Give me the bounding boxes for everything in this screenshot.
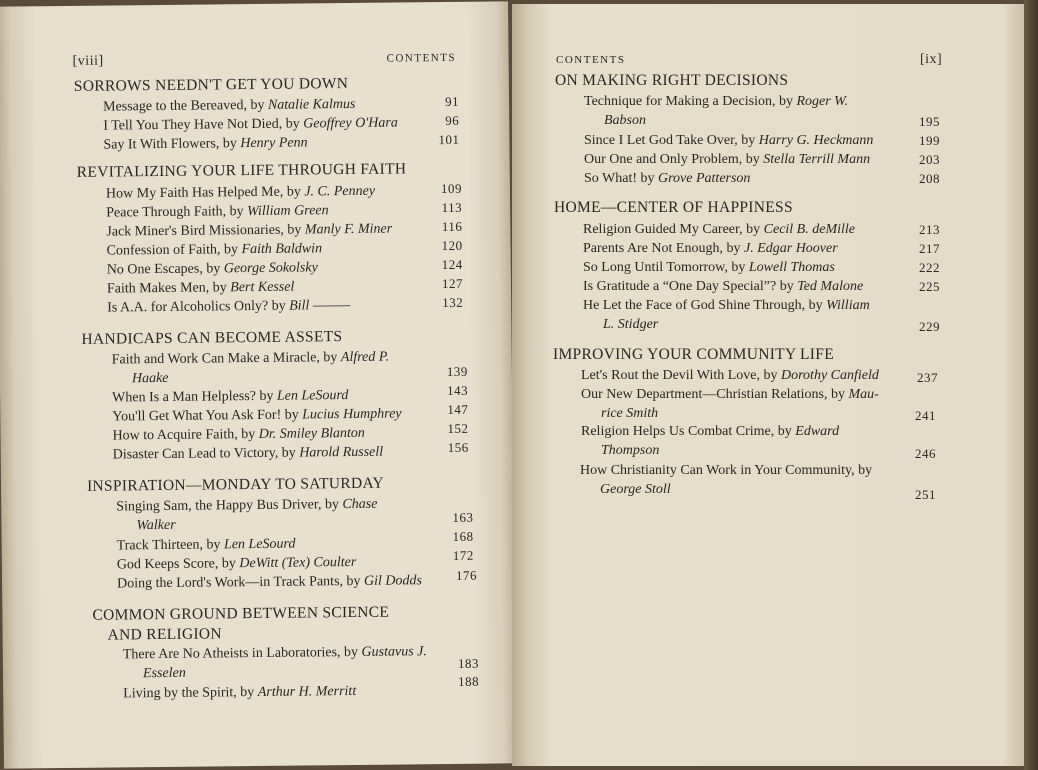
page-number: 208 bbox=[919, 171, 940, 186]
section-title: INSPIRATION—MONDAY TO SATURDAY bbox=[86, 474, 385, 495]
entry-author: Dorothy Canfield bbox=[781, 368, 879, 383]
entry-author: Arthur H. Merritt bbox=[257, 683, 357, 700]
entry-author: DeWitt (Tex) Coulter bbox=[239, 554, 357, 572]
entry-author-continued: L. Stidger bbox=[603, 317, 659, 332]
toc-entry: Our New Department—Christian Relations, by Mau- rice Smith bbox=[581, 385, 906, 423]
section-title: SORROWS NEEDN'T GET YOU DOWN bbox=[73, 75, 349, 95]
page-number: 251 bbox=[915, 487, 936, 502]
page-number: 188 bbox=[458, 673, 480, 689]
page-number: 101 bbox=[438, 131, 460, 148]
book-edge bbox=[1024, 0, 1038, 770]
entry-author: Bert Kessel bbox=[230, 279, 295, 296]
entry-author: Manly F. Miner bbox=[304, 221, 393, 238]
page-number: 127 bbox=[441, 275, 464, 292]
entry-author: Faith Baldwin bbox=[241, 241, 323, 258]
section-title: ON MAKING RIGHT DECISIONS bbox=[555, 72, 789, 89]
page-number: 143 bbox=[446, 382, 469, 398]
page-number: 113 bbox=[441, 199, 463, 216]
entry-author: Grove Patterson bbox=[658, 171, 751, 186]
page-number: 217 bbox=[919, 241, 940, 256]
toc-entry: Confession of Faith, by Faith Baldwin bbox=[106, 241, 323, 259]
page-number: 176 bbox=[455, 567, 478, 583]
page-number: 183 bbox=[457, 655, 480, 671]
toc-entry: So Long Until Tomorrow, by Lowell Thomas bbox=[583, 260, 835, 275]
entry-author-continued: Babson bbox=[604, 113, 646, 128]
toc-entry: Track Thirteen, by Len LeSourd bbox=[116, 536, 296, 554]
running-head: CONTENTS bbox=[386, 51, 457, 65]
page-number: 229 bbox=[919, 319, 940, 334]
entry-author: Gustavus J. bbox=[361, 644, 427, 660]
entry-author: Natalie Kalmus bbox=[267, 96, 356, 113]
page-number: 156 bbox=[447, 439, 469, 455]
entry-author: Cecil B. deMille bbox=[763, 222, 855, 237]
page-number: 199 bbox=[919, 133, 940, 148]
toc-entry: I Tell You They Have Not Died, by Geoffrey O'Hara bbox=[103, 115, 398, 134]
toc-entry: Living by the Spirit, by Arthur H. Merritt bbox=[123, 683, 357, 702]
toc-entry: Technique for Making a Decision, by Roger W. Babson bbox=[584, 92, 906, 130]
entry-author: Henry Penn bbox=[240, 135, 308, 152]
entry-author: Lucius Humphrey bbox=[302, 406, 402, 423]
toc-entry: Is Gratitude a “One Day Special”? by Ted Malone bbox=[583, 279, 864, 294]
toc-entry: Singing Sam, the Happy Bus Driver, by Chase Walker bbox=[116, 494, 446, 535]
entry-author-continued: George Stoll bbox=[600, 482, 671, 497]
toc-entry: He Let the Face of God Shine Through, by William L. Stidger bbox=[583, 296, 913, 334]
entry-author: Edward bbox=[795, 424, 840, 439]
entry-author: Roger W. bbox=[796, 94, 849, 109]
toc-entry: Our One and Only Problem, by Stella Terrill Mann bbox=[584, 152, 871, 167]
page-number: 246 bbox=[915, 446, 936, 461]
entry-author-continued: Haake bbox=[131, 370, 169, 387]
toc-entry: Say It With Flowers, by Henry Penn bbox=[103, 135, 308, 153]
entry-author: Len LeSourd bbox=[223, 536, 296, 553]
entry-author: George Sokolsky bbox=[223, 260, 318, 277]
page-number: 163 bbox=[452, 509, 474, 525]
section-title-continued: AND RELIGION bbox=[107, 625, 222, 644]
entry-author: J. Edgar Hoover bbox=[743, 241, 838, 256]
entry-author: Len LeSourd bbox=[276, 388, 349, 404]
left-page bbox=[0, 1, 516, 768]
page-number: 222 bbox=[919, 260, 940, 275]
section-title: HOME—CENTER OF HAPPINESS bbox=[554, 199, 793, 216]
toc-entry: So What! by Grove Patterson bbox=[584, 171, 751, 186]
section-title: HANDICAPS CAN BECOME ASSETS bbox=[81, 328, 343, 348]
entry-author: Mau- bbox=[848, 387, 879, 402]
page-number: 120 bbox=[441, 237, 463, 254]
page-number: 124 bbox=[441, 256, 463, 273]
entry-author: William Green bbox=[246, 203, 329, 220]
page-number-label: [ix] bbox=[920, 52, 943, 67]
page-number: 172 bbox=[452, 547, 474, 563]
entry-author: Lowell Thomas bbox=[748, 260, 835, 275]
toc-entry: How Christianity Can Work in Your Community, by George Stoll bbox=[580, 461, 905, 499]
section-title: COMMON GROUND BETWEEN SCIENCE bbox=[92, 603, 390, 624]
toc-entry: Message to the Bereaved, by Natalie Kalmus bbox=[103, 96, 356, 115]
toc-entry: Faith Makes Men, by Bert Kessel bbox=[106, 279, 295, 297]
toc-entry: Is A.A. for Alcoholics Only? by Bill ——— bbox=[107, 298, 351, 316]
page-number: 116 bbox=[441, 218, 463, 235]
section-title: REVITALIZING YOUR LIFE THROUGH FAITH bbox=[76, 160, 407, 181]
toc-entry: How to Acquire Faith, by Dr. Smiley Blanton bbox=[112, 425, 365, 444]
running-head: CONTENTS bbox=[556, 54, 626, 66]
toc-entry: Religion Guided My Career, by Cecil B. deMille bbox=[583, 222, 855, 237]
toc-entry: Doing the Lord's Work—in Track Pants, by Gil Dodds bbox=[116, 573, 423, 592]
entry-author: Stella Terrill Mann bbox=[763, 152, 871, 167]
page-number: 109 bbox=[440, 180, 463, 197]
right-page bbox=[512, 4, 1026, 766]
entry-author-continued: Thompson bbox=[601, 443, 660, 458]
entry-author: Harold Russell bbox=[299, 444, 384, 461]
page-number: 168 bbox=[452, 528, 474, 544]
entry-author: J. C. Penney bbox=[304, 183, 376, 200]
entry-author-continued: rice Smith bbox=[601, 406, 659, 421]
toc-entry: Since I Let God Take Over, by Harry G. Heckmann bbox=[584, 133, 874, 148]
page-number: 225 bbox=[919, 279, 940, 294]
entry-author: William bbox=[826, 298, 870, 313]
toc-entry: Faith and Work Can Make a Miracle, by Alfred P. Haake bbox=[112, 347, 442, 388]
toc-entry: You'll Get What You Ask For! by Lucius Humphrey bbox=[112, 406, 402, 425]
section-title: IMPROVING YOUR COMMUNITY LIFE bbox=[553, 346, 834, 363]
toc-entry: God Keeps Score, by DeWitt (Tex) Coulter bbox=[116, 554, 357, 573]
page-number: 203 bbox=[919, 152, 940, 167]
page-number: 152 bbox=[447, 420, 469, 436]
toc-entry: Jack Miner's Bird Missionaries, by Manly F. Miner bbox=[106, 221, 393, 240]
entry-author: Bill ——— bbox=[289, 298, 351, 314]
entry-author-continued: Walker bbox=[136, 517, 176, 534]
toc-entry: Disaster Can Lead to Victory, by Harold Russell bbox=[112, 444, 384, 463]
page-number: 195 bbox=[919, 114, 940, 129]
page-number: 91 bbox=[444, 93, 460, 110]
toc-entry: Religion Helps Us Combat Crime, by Edward Thompson bbox=[581, 422, 906, 460]
toc-entry: When Is a Man Helpless? by Len LeSourd bbox=[112, 388, 349, 406]
entry-author: Geoffrey O'Hara bbox=[303, 115, 398, 132]
page-number: 132 bbox=[442, 294, 464, 311]
toc-entry: Parents Are Not Enough, by J. Edgar Hoover bbox=[583, 241, 838, 256]
entry-author: Ted Malone bbox=[797, 279, 864, 294]
entry-author: Gil Dodds bbox=[363, 573, 423, 589]
entry-author: Chase bbox=[342, 496, 378, 513]
page-number: 139 bbox=[446, 363, 468, 380]
toc-entry: Let's Rout the Devil With Love, by Dorothy Canfield bbox=[581, 368, 879, 383]
toc-entry: There Are No Atheists in Laboratories, by Gustavus J. Esselen bbox=[123, 642, 453, 683]
entry-author: Harry G. Heckmann bbox=[758, 133, 874, 148]
toc-entry: No One Escapes, by George Sokolsky bbox=[106, 260, 318, 278]
entry-author: Dr. Smiley Blanton bbox=[258, 425, 365, 442]
toc-entry: Peace Through Faith, by William Green bbox=[106, 203, 329, 221]
page-number: 237 bbox=[917, 370, 938, 385]
toc-entry: How My Faith Has Helped Me, by J. C. Penney bbox=[105, 183, 376, 202]
page-number: 213 bbox=[919, 222, 940, 237]
page-number-label: [viii] bbox=[72, 53, 104, 69]
entry-author-continued: Esselen bbox=[142, 665, 186, 682]
page-number: 147 bbox=[447, 401, 469, 417]
page-number: 96 bbox=[445, 112, 460, 129]
page-number: 241 bbox=[915, 408, 936, 423]
entry-author: Alfred P. bbox=[340, 349, 390, 366]
